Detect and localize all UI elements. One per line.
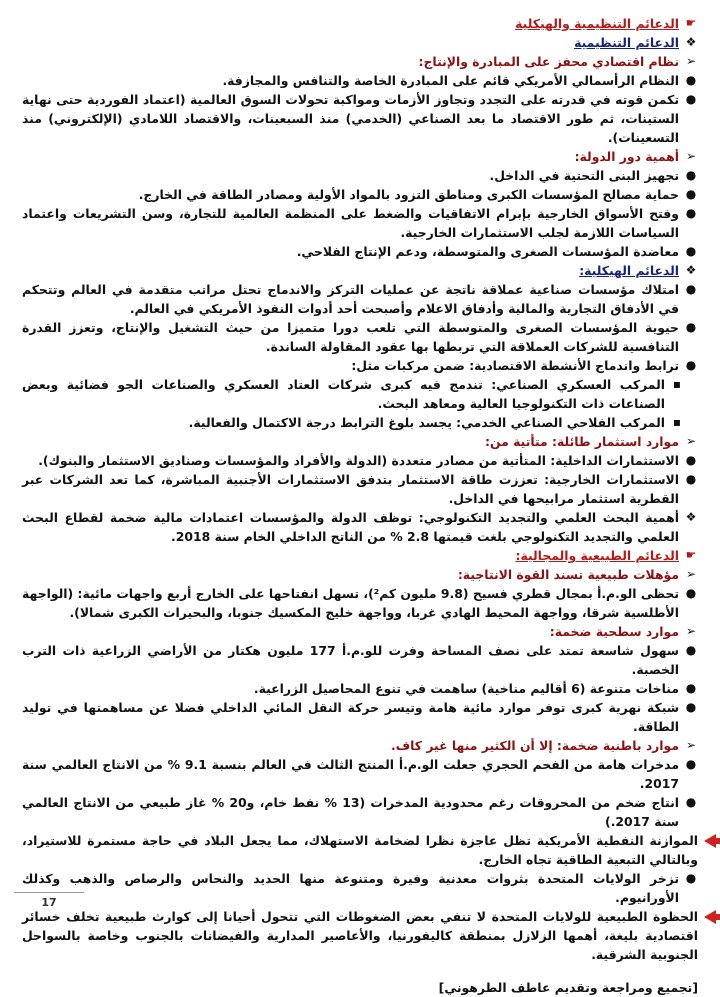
paragraph-text: حماية مصالح المؤسسات الكبرى ومناطق التزود بالمواد الأولية ومصادر الطاقة في الخارج. <box>138 187 679 202</box>
point-title: موارد استثمار طائلة: متأتية من: <box>485 434 679 449</box>
point-heading <box>22 432 698 451</box>
point-title: أهمية دور الدولة: <box>574 149 679 164</box>
dot-bullet-icon: ● <box>685 168 697 182</box>
paragraph-text: امتلاك مؤسسات صناعية عملاقة ناتجة عن عمليات التركز والاندماج تحتل مراتب متقدمة في العالم وتتحكم في الأدفاق التجارية والمالية وأدفاق الاعلام وأصبحت أحد أدوات النفوذ الأمريكي في العالم. <box>22 282 679 316</box>
point-heading <box>22 736 698 755</box>
subsection-heading <box>22 33 698 52</box>
list-item <box>22 242 698 261</box>
dot-bullet-icon: ● <box>685 187 697 201</box>
section-heading <box>22 14 698 33</box>
arrow-bullet-icon: ➢ <box>685 434 697 448</box>
paragraph-text: النظام الرأسمالي الأمريكي قائم على المبادرة الخاصة والتنافس والمجازفة. <box>222 73 679 88</box>
sub-list-item <box>22 413 698 432</box>
subsection-heading <box>22 261 698 280</box>
list-item <box>22 90 698 147</box>
paragraph-text: مدخرات هامة من الفحم الحجري جعلت الو.م.أ المنتج الثالث في العالم بنسبة 9.1 % من الانتاج العالمي سنة 2017. <box>22 757 679 791</box>
paragraph-text: وفتح الأسواق الخارجية بإبرام الاتفاقيات والضغط على المنظمة العالمية للتجارة، وسن التشريعات واعتماد السياسات اللازمة لجلب الاستثمارات الخارجية. <box>22 206 679 240</box>
list-item <box>22 451 698 470</box>
paragraph-text: أهمية البحث العلمي والتجديد التكنولوجي: توظف الدولة والمؤسسات اعتمادات مالية ضخمة لقطاع البحث العلمي والتجديد التكنولوجي بلغت قيمتها 2.8 % من الناتج الداخلي الخام سنة 2018. <box>22 510 679 544</box>
paragraph-text: المركب الفلاحي الصناعي الخدمي: يجسد بلوغ الترابط درجة الاكتمال والفعالية. <box>188 415 665 430</box>
list-item <box>22 869 698 907</box>
list-item <box>22 204 698 242</box>
red-arrow-icon <box>704 910 716 924</box>
list-item <box>22 71 698 90</box>
red-arrow-icon <box>704 834 716 848</box>
paragraph-text: تجهيز البنى التحتية في الداخل. <box>489 168 679 183</box>
point-heading <box>22 622 698 641</box>
arrow-bullet-icon: ➢ <box>685 54 697 68</box>
section-title: الدعائم الطبيعية والمجالية: <box>515 548 679 563</box>
dot-bullet-icon: ● <box>685 358 697 372</box>
dot-bullet-icon: ● <box>685 757 697 771</box>
arrow-bullet-icon: ➢ <box>685 567 697 581</box>
point-title: موارد سطحية ضخمة: <box>549 624 679 639</box>
diamond-bullet-icon: ❖ <box>685 263 697 277</box>
paragraph-text: الاستثمارات الخارجية: تعززت طاقة الاستثمار بتدفق الاستثمارات الأجنبية المباشرة، كما تعد الشركات عبر القطرية استثمار مرابيحها في الداخل. <box>22 472 679 506</box>
paragraph-text: الاستثمارات الداخلية: المتأتية من مصادر متعددة (الدولة والأفراد والمؤسسات وصناديق الاستثمار والبنوك). <box>38 453 679 468</box>
list-item <box>22 470 698 508</box>
dot-bullet-icon: ● <box>685 206 697 220</box>
paragraph-text: انتاج ضخم من المحروقات رغم محدودية المدخرات (13 % نفط خام، و20 % غاز طبيعي من الانتاج العالمي سنة 2017.) <box>22 795 679 829</box>
list-item <box>22 356 698 375</box>
paragraph-text: مناخات متنوعة (6 أقاليم مناخية) ساهمت في تنوع المحاصيل الزراعية. <box>253 681 679 696</box>
paragraph-text: الموازنة النفطية الأمريكية تظل عاجزة نظرا لضخامة الاستهلاك، مما يجعل البلاد في حاجة مستمرة للاستيراد، وبالتالي التبعية الطاقية تجاه الخارج. <box>22 833 698 867</box>
subsection-title: الدعائم التنظيمية <box>574 35 679 50</box>
point-title: موارد باطنية ضخمة: إلا أن الكثير منها غير كاف. <box>391 738 679 753</box>
paragraph-text: ترابط واندماج الأنشطة الاقتصادية: ضمن مركبات مثل: <box>351 358 679 373</box>
list-item <box>22 679 698 698</box>
list-item <box>22 755 698 793</box>
paragraph-text: المركب العسكري الصناعي: تندمج فيه كبرى شركات العتاد العسكري والصناعات الجو فضائية وبعض الصناعات ذات التكنولوجيا العالية ومعاهد البحث. <box>22 377 665 411</box>
dot-bullet-icon: ● <box>685 282 697 296</box>
list-item <box>22 698 698 736</box>
paragraph-text: حيوية المؤسسات الصغرى والمتوسطة التي تلعب دورا متميزا من حيث التشغيل والإنتاج، وتعزز القدرة التنافسية للشركات العملاقة التي تربطها بها عقود المقاولة الساندة. <box>22 320 679 354</box>
list-item <box>22 185 698 204</box>
dot-bullet-icon: ● <box>685 643 697 657</box>
section-heading <box>22 546 698 565</box>
point-title: مؤهلات طبيعية تسند القوة الانتاجية: <box>457 567 679 582</box>
paragraph-text: سهول شاسعة تمتد على نصف المساحة وفرت للو.م.أ 177 مليون هكتار من الأراضي الزراعية ذات الترب الخصبة. <box>22 643 679 677</box>
list-item <box>22 280 698 318</box>
arrow-bullet-icon: ➢ <box>685 738 697 752</box>
dot-bullet-icon: ● <box>685 681 697 695</box>
paragraph-text: شبكة نهرية كبرى توفر موارد مائية هامة وتيسر حركة النقل المائي الداخلي فضلا عن مساهمتها في توليد الطاقة. <box>22 700 679 734</box>
paragraph-text: معاضدة المؤسسات الصغرى والمتوسطة، ودعم الإنتاج الفلاحي. <box>296 244 679 259</box>
hand-pointer-icon: ☛ <box>685 16 697 30</box>
dot-bullet-icon: ● <box>685 92 697 106</box>
square-bullet-icon: ▪ <box>672 377 682 391</box>
hand-pointer-icon: ☛ <box>685 548 697 562</box>
diamond-bullet-icon: ❖ <box>685 510 697 524</box>
paragraph-text: الحظوة الطبيعية للولايات المتحدة لا تنفي بعض الضغوطات التي تتحول أحيانا إلى كوارث طبيعية تخلف خسائر اقتصادية بليغة، أهمها الزلازل بمنطقة كاليفورنيا، والأعاصير المدارية والفيضانات بالجنوب وخاصة بالسواحل الجنوبية الشرقية. <box>22 909 698 962</box>
dot-bullet-icon: ● <box>685 586 697 600</box>
paragraph-text: تزخر الولايات المتحدة بثروات معدنية وفيرة ومتنوعة منها الحديد والنحاس والرصاص والذهب وكذلك الأورانيوم. <box>22 871 679 905</box>
point-heading <box>22 565 698 584</box>
list-item <box>22 166 698 185</box>
section-title: الدعائم التنظيمية والهيكلية <box>515 16 679 31</box>
point-heading <box>22 147 698 166</box>
dot-bullet-icon: ● <box>685 871 697 885</box>
point-title: نظام اقتصادي محفز على المبادرة والإنتاج: <box>418 54 679 69</box>
paragraph-text: تحظى الو.م.أ بمجال قطري فسيح (9.8 مليون كم²)، تسهل انفتاحها على الخارج أربع واجهات مائية: (الواجهة الأطلسية شرقا، وواجهة المحيط الهادي غربا، وواجهة خليج المكسيك جنوبا، والبحيرات الكبرى شمالا). <box>22 586 680 620</box>
list-item <box>22 907 698 964</box>
square-bullet-icon: ▪ <box>672 415 682 429</box>
point-heading <box>22 52 698 71</box>
list-item <box>22 508 698 546</box>
paragraph-text: تكمن قوته في قدرته على التجدد وتجاوز الأزمات ومواكبة تحولات السوق العالمية (اعتماد الفوردية حتى نهاية الستينات، ثم طور الاقتصاد ما بعد الصناعي (الخدمي) منذ السبعينات، والاقتصاد اللامادي (الإلكتروني) منذ التسعينات). <box>22 92 679 145</box>
list-item <box>22 793 698 831</box>
list-item <box>22 318 698 356</box>
subsection-title: الدعائم الهيكلية: <box>579 263 679 278</box>
credit-line: [تجميع ومراجعة وتقديم عاطف الطرهوني] <box>438 980 698 995</box>
list-item <box>22 584 698 622</box>
dot-bullet-icon: ● <box>685 73 697 87</box>
dot-bullet-icon: ● <box>685 320 697 334</box>
dot-bullet-icon: ● <box>685 453 697 467</box>
sub-list-item <box>22 375 698 413</box>
dot-bullet-icon: ● <box>685 472 697 486</box>
dot-bullet-icon: ● <box>685 795 697 809</box>
arrow-bullet-icon: ➢ <box>685 149 697 163</box>
dot-bullet-icon: ● <box>685 244 697 258</box>
page-number: 17 <box>14 892 84 911</box>
dot-bullet-icon: ● <box>685 700 697 714</box>
diamond-bullet-icon: ❖ <box>685 35 697 49</box>
list-item <box>22 831 698 869</box>
list-item <box>22 641 698 679</box>
arrow-bullet-icon: ➢ <box>685 624 697 638</box>
